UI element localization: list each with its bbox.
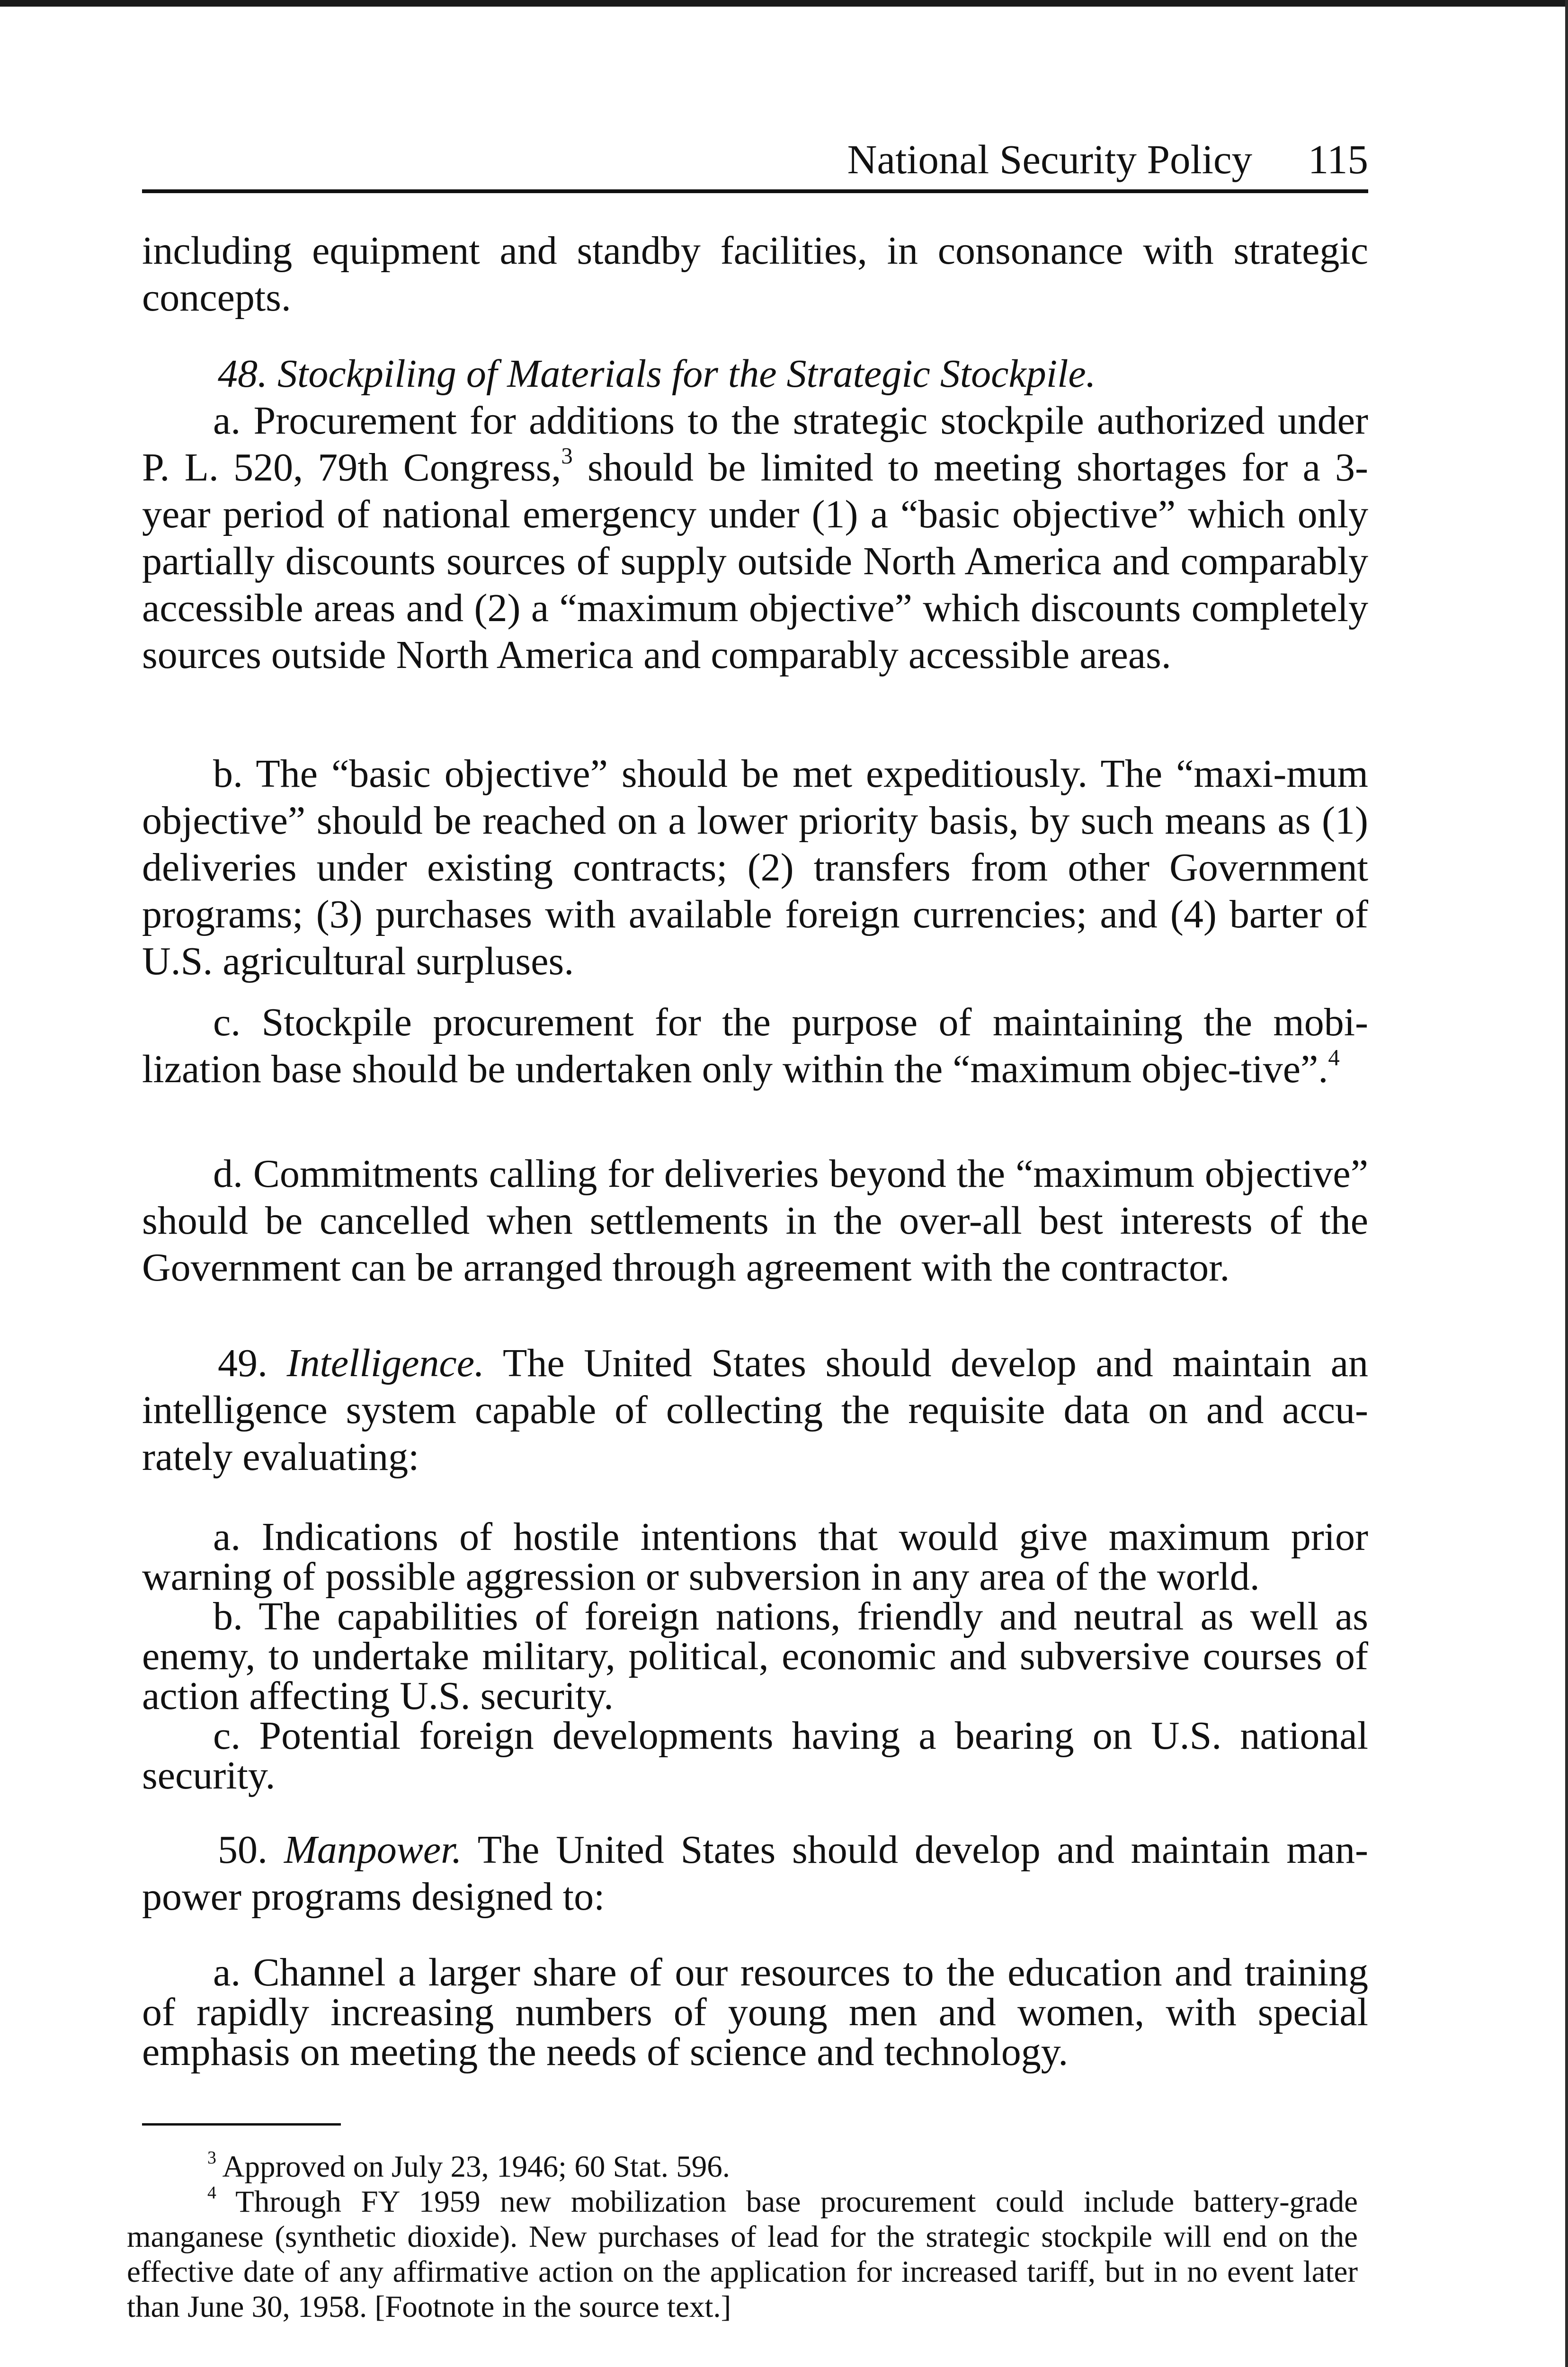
continuation-paragraph: including equipment and standby facilities, in consonance with strategic concepts. [142,229,1368,320]
section-49-intro [142,1340,1368,1480]
footnotes [127,2149,1358,2324]
running-head [142,128,1368,193]
section-48-item-a-text: a. Procurement for additions to the strategic stockpile authorized under P. L. 520, 79th Congress, [142,399,1368,489]
section-49-number: 49. [218,1341,287,1385]
footnote-3-text: Approved on July 23, 1946; 60 Stat. 596. [216,2150,730,2184]
section-48-c-block [142,999,1368,1093]
section-48-d-block [142,1150,1368,1291]
section-50-intro-text: The United States should develop and maintain man-power programs designed to: [142,1828,1369,1919]
page-number: 115 [1308,136,1368,182]
scan-top-edge [0,0,1568,7]
section-50-title: Manpower. [284,1828,462,1872]
section-49-item-a: a. Indications of hostile intentions that would give maximum prior warning of possible aggression or subversion in any area of the world. [142,1515,1368,1599]
footnote-rule [142,2123,341,2126]
section-50 [142,1826,1368,1920]
footnote-3-marker: 3 [207,2147,216,2168]
section-48-item-a-rest: should be limited to meeting shortages for a 3-year period of national emergency under (1) a “basic objective” which only partially discounts sources of supply outside North America and comparably accessible areas and (2) a “maximum objective” which discounts completely sources outside North America and comparably accessible areas. [142,445,1368,677]
section-50-intro [142,1826,1368,1920]
section-50-number: 50. [218,1828,284,1872]
footnote-4-marker: 4 [207,2182,216,2203]
section-48-item-b: b. The “basic objective” should be met expeditiously. The “maxi-mum objective” should be reached on a lower priority basis, by such means as (1) deliveries under existing contracts; (2) transfers from other Government programs; (3) purchases with available foreign currencies; and (4) barter of U.S. agricultural surpluses. [142,752,1368,983]
section-48-item-d: d. Commitments calling for deliveries beyond the “maximum objective” should be cancelled when settlements in the over-all best interests of the Government can be arranged through agreement with the contractor. [142,1152,1368,1290]
section-49-item-b: b. The capabilities of foreign nations, friendly and neutral as well as enemy, to undertake military, political, economic and subversive courses of action affecting U.S. security. [142,1594,1368,1718]
continuation-block [142,227,1368,321]
footnote-ref-3: 3 [561,443,573,469]
section-49-title: Intelligence. [286,1341,484,1385]
section-48-b-block [142,750,1368,985]
section-48-heading: 48. Stockpiling of Materials for the Strategic Stockpile. [218,352,1096,396]
footnote-3 [127,2149,1358,2184]
section-49-items [142,1517,1368,1796]
running-head-title: National Security Policy [847,136,1252,182]
section-49-intro-text: The United States should develop and maintain an intelligence system capable of collecting the requisite data on and accu-rately evaluating: [142,1341,1368,1479]
section-48 [142,350,1368,678]
scan-right-edge [1565,0,1568,2367]
section-48-item-c-text: c. Stockpile procurement for the purpose of maintaining the mobi-lization base should be undertaken only within the “maximum objec-tive”. [142,1000,1368,1091]
section-48-item-c [142,999,1368,1093]
section-50-items [142,1950,1368,2074]
footnote-4 [127,2184,1358,2324]
footnote-4-text: Through FY 1959 new mobilization base procurement could include battery-grade manganese (synthetic dioxide). New purchases of lead for the strategic stockpile will end on the effective date of any affirmative action on the application for increased tariff, but in no event later than June 30, 1958. [Footnote in the source text.] [127,2185,1358,2324]
section-49 [142,1340,1368,1480]
section-48-item-a [142,397,1368,678]
section-50-item-a: a. Channel a larger share of our resources to the education and training of rapidly increasing numbers of young men and women, with special emphasis on meeting the needs of science and technology. [142,1950,1368,2074]
footnote-ref-4: 4 [1328,1044,1340,1070]
section-49-item-c: c. Potential foreign developments having a bearing on U.S. national security. [142,1714,1368,1797]
